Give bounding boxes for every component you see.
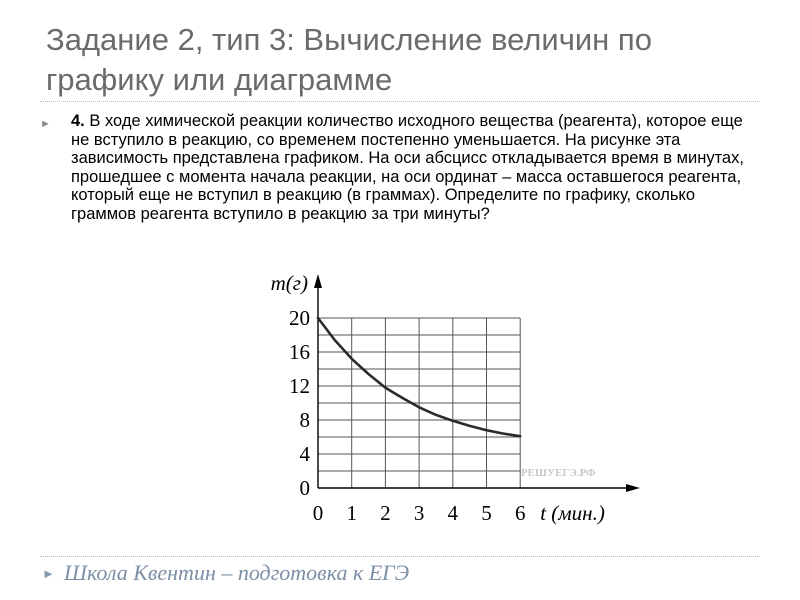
title-divider [40, 101, 760, 102]
footer-divider [40, 556, 760, 557]
x-axis-label: t (мин.) [540, 501, 605, 525]
y-tick-label: 4 [299, 442, 310, 466]
x-tick-label: 0 [312, 501, 324, 525]
x-tick-label: 1 [346, 501, 357, 525]
chart-svg [240, 262, 660, 532]
y-axis-label: m(г) [270, 271, 308, 295]
x-tick-label: 2 [380, 501, 391, 525]
x-tick-label: 4 [447, 501, 459, 525]
y-axis-arrow [314, 274, 322, 288]
y-tick-label: 16 [289, 340, 310, 364]
task-text [71, 112, 761, 224]
footer-bullet-icon: ► [42, 566, 55, 581]
watermark: РЕШУЕГЭ.РФ [520, 467, 596, 480]
x-tick-label: 5 [481, 501, 492, 525]
slide-title: Задание 2, тип 3: Вычисление величин по графику или диаграмме [46, 22, 652, 97]
bullet-triangle-icon: ► [40, 118, 51, 130]
y-tick-label: 12 [289, 374, 310, 398]
y-tick-label: 8 [299, 408, 310, 432]
mass-time-chart [240, 262, 660, 532]
y-tick-label: 0 [299, 476, 310, 500]
x-axis-arrow [626, 484, 640, 492]
y-tick-label: 20 [289, 306, 310, 330]
x-tick-label: 6 [514, 501, 526, 525]
x-tick-label: 3 [413, 501, 425, 525]
footer-text: Школа Квентин – подготовка к ЕГЭ [64, 560, 410, 585]
task-body: В ходе химической реакции количество исходного вещества (реагента), которое еще не вступило в реакцию, со временем постепенно уменьшается. На рисунке эта зависимость представлена графиком. На оси абсцисс откладывается время в минутах, прошедшее с момента начала реакции, на оси ординат – масса оставшегося реагента, который еще не вступил в реакцию (в граммах). Определите по графику, сколько граммов реагента вступило в реакцию за три минуты? [71, 112, 744, 223]
task-number: 4. [71, 112, 85, 130]
